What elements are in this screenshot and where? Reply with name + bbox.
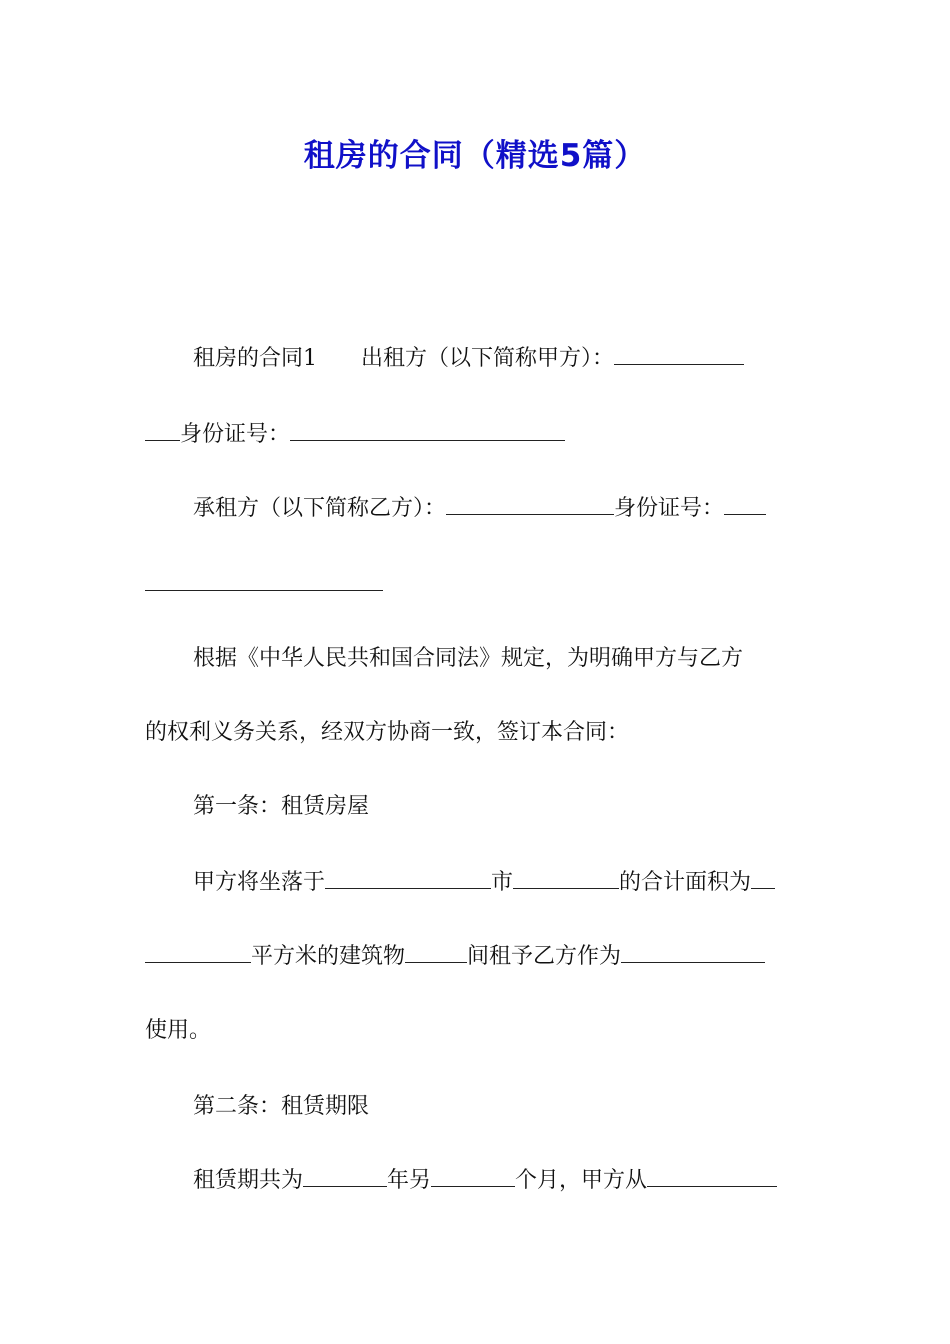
paragraph-line [145, 718, 629, 748]
city-blank [513, 868, 619, 889]
paragraph-text: 使用。 [145, 1018, 212, 1043]
lessee-id-blank [724, 494, 766, 515]
lessee-name-blank [446, 494, 614, 515]
years-blank [303, 1166, 387, 1187]
premises-line [193, 868, 775, 898]
term-line [193, 1166, 777, 1196]
area-label: 的合计面积为 [619, 870, 752, 895]
article-1-heading: 第一条：租赁房屋 [193, 794, 370, 819]
lessee-line [193, 494, 766, 524]
term-label: 租赁期共为 [193, 1168, 304, 1193]
contract-number-label: 租房的合同1 [193, 346, 317, 371]
years-label: 年另 [387, 1168, 432, 1193]
document-title: 租房的合同（精选5篇） [303, 138, 647, 174]
article-heading [193, 1092, 369, 1122]
start-date-blank [647, 1166, 777, 1187]
article-heading [193, 792, 369, 822]
area-blank [751, 868, 775, 889]
paragraph-line [145, 1016, 211, 1046]
city-label: 市 [491, 870, 514, 895]
lessee-id-blank-cont [145, 570, 383, 591]
lessee-id-label: 身份证号： [614, 496, 725, 521]
lessee-id-blank-line [145, 570, 383, 600]
lessee-label: 承租方（以下简称乙方）： [193, 496, 447, 521]
premises-location-label: 甲方将坐落于 [193, 870, 326, 895]
months-blank [431, 1166, 515, 1187]
months-label: 个月，甲方从 [515, 1168, 648, 1193]
purpose-blank [621, 942, 765, 963]
paragraph-text: 根据《中华人民共和国合同法》规定，为明确甲方与乙方 [193, 646, 744, 671]
lessor-id-label: 身份证号： [180, 422, 291, 447]
paragraph-text: 的权利义务关系，经双方协商一致，签订本合同： [145, 720, 630, 745]
lessor-name-blank-cont [145, 420, 180, 441]
premises-line-2 [145, 942, 765, 972]
paragraph-line [193, 644, 743, 674]
lessor-id-blank [290, 420, 565, 441]
lessor-name-blank [614, 344, 744, 365]
article-2-heading: 第二条：租赁期限 [193, 1094, 370, 1119]
purpose-label: 间租予乙方作为 [467, 944, 622, 969]
building-label: 平方米的建筑物 [251, 944, 406, 969]
lessor-id-line [145, 420, 565, 450]
lessor-label: 出租方（以下简称甲方）： [361, 346, 615, 371]
area-blank-cont [145, 942, 251, 963]
location-blank [325, 868, 491, 889]
lessor-line [193, 344, 744, 374]
rooms-blank [405, 942, 467, 963]
